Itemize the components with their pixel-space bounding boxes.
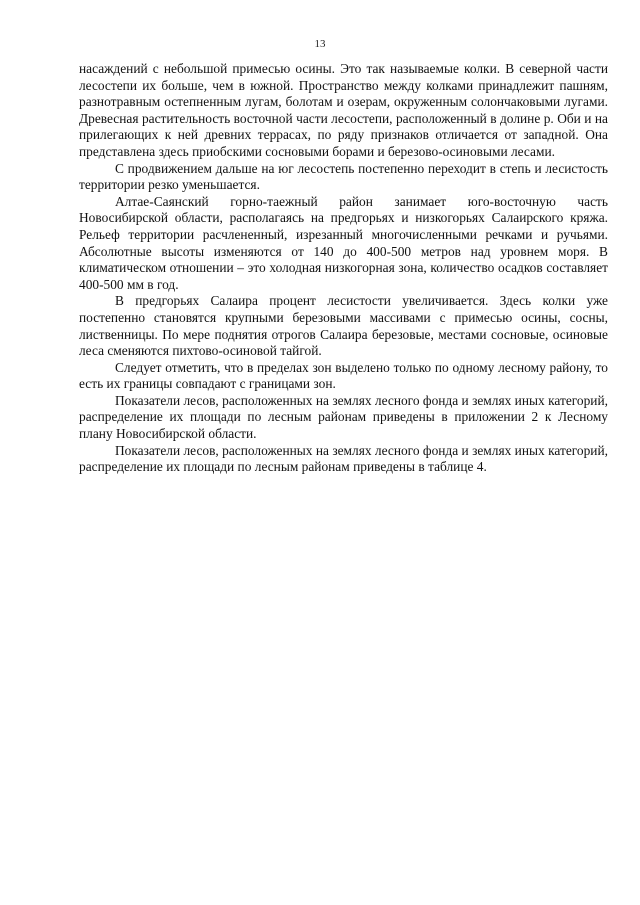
paragraph-3: Алтае-Саянский горно-таежный район занимает юго-восточную часть Новосибирской области, располагаясь на предгорьях и низкогорьях Салаирского кряжа. Рельеф территории расчлененный, изрезанный многочисленными речками и ручьями. Абсолютные высоты изменяются от 140 до 400-500 метров над уровнем моря. В климатическом отношении – это холодная низкогорная зона, количество осадков составляет 400-500 мм в год. <box>79 193 608 292</box>
paragraph-2: С продвижением дальше на юг лесостепь постепенно переходит в степь и лесистость территории резко уменьшается. <box>79 160 608 193</box>
paragraph-4: В предгорьях Салаира процент лесистости увеличивается. Здесь колки уже постепенно становятся крупными березовыми массивами с примесью осины, сосны, лиственницы. По мере поднятия отрогов Салаира березовые, местами сосновые, осиновые леса сменяются пихтово-осиновой тайгой. <box>79 293 608 359</box>
paragraph-1: насаждений с небольшой примесью осины. Это так называемые колки. В северной части лесостепи их больше, чем в южной. Пространство между колками принадлежит пашням, разнотравным остепненным лугам, болотам и озерам, окруженным солончаковыми лугами. Древесная растительность восточной части лесостепи, расположенный в долине р. Оби и на прилегающих к ней древних террасах, по ряду признаков отличается от западной. Она представлена здесь приобскими сосновыми борами и березово-осиновыми лесами. <box>79 61 608 159</box>
paragraph-6: Показатели лесов, расположенных на землях лесного фонда и землях иных категорий, распределение их площади по лесным районам приведены в приложении 2 к Лесному плану Новосибирской области. <box>79 392 608 442</box>
paragraph-5: Следует отметить, что в пределах зон выделено только по одному лесному району, то есть их границы совпадают с границами зон. <box>79 359 608 392</box>
page-body <box>79 61 608 476</box>
paragraph-7: Показатели лесов, расположенных на землях лесного фонда и землях иных категорий, распределение их площади по лесным районам приведены в таблице 4. <box>79 442 608 475</box>
page-number: 13 <box>314 38 326 50</box>
